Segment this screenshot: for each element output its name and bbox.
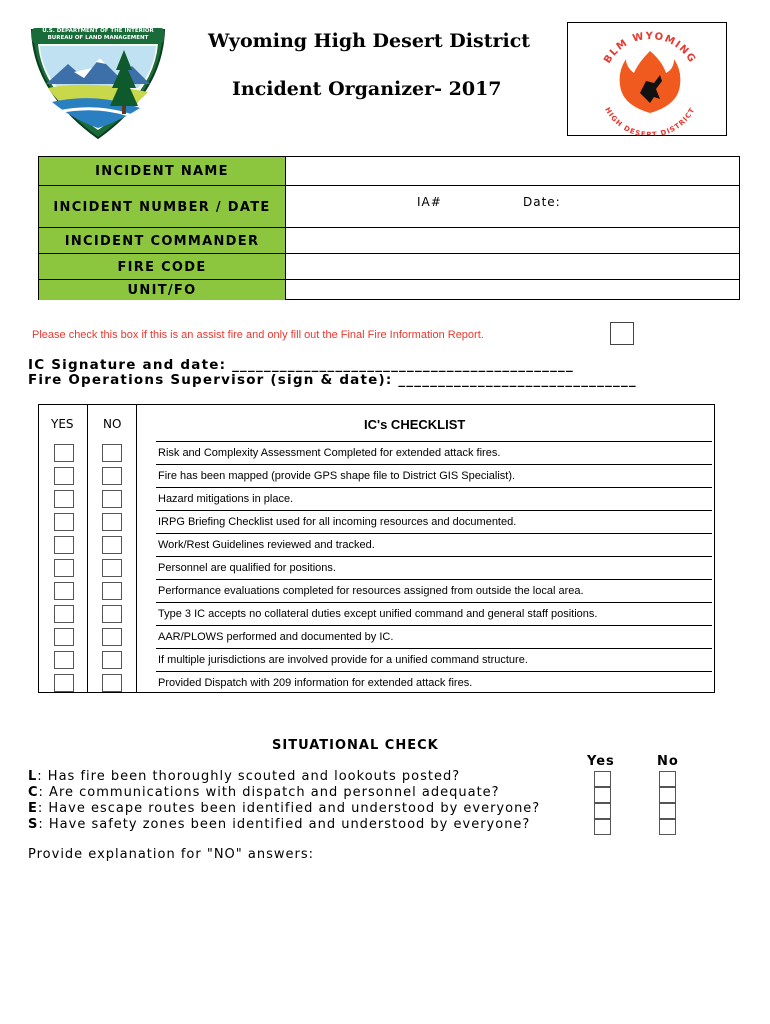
checklist-item-text: Fire has been mapped (provide GPS shape file to District GIS Specialist).: [158, 470, 516, 482]
situational-no-checkbox[interactable]: [659, 771, 676, 787]
situational-check-title: SITUATIONAL CHECK: [272, 738, 439, 753]
situational-yes-checkbox[interactable]: [594, 771, 611, 787]
situational-item: [28, 769, 460, 784]
situational-item-letter: C: [28, 785, 39, 800]
high-desert-logo: [567, 22, 727, 136]
checklist-title: IC's CHECKLIST: [364, 417, 466, 432]
checklist-yes-checkbox[interactable]: [54, 628, 74, 646]
situational-yes-header: Yes: [587, 754, 615, 769]
checklist-item: [156, 579, 712, 602]
situational-no-checkbox[interactable]: [659, 803, 676, 819]
incident-commander-row: [39, 227, 739, 254]
checklist-no-checkbox[interactable]: [102, 651, 122, 669]
checklist-item: [156, 533, 712, 556]
yes-column-header: YES: [51, 417, 74, 431]
situational-no-header: No: [657, 754, 679, 769]
checklist-yes-checkbox[interactable]: [54, 605, 74, 623]
checklist-yes-checkbox[interactable]: [54, 582, 74, 600]
ic-signature-line: IC Signature and date: ___________________________________________: [28, 357, 574, 373]
situational-item: [28, 801, 540, 816]
checklist-item: [156, 671, 712, 694]
checklist-item: [156, 556, 712, 579]
blm-logo-text: U.S. DEPARTMENT OF THE INTERIOR BUREAU OF LAND MANAGEMENT: [42, 28, 154, 41]
checklist-item: [156, 648, 712, 671]
hd-logo-bottom-text: HIGH DESERT DISTRICT: [603, 105, 697, 135]
checklist-item: [156, 602, 712, 625]
checklist-item-text: Type 3 IC accepts no collateral duties except unified command and general staff positions.: [158, 608, 598, 620]
incident-commander-label: INCIDENT COMMANDER: [39, 228, 286, 254]
checklist-item-text: IRPG Briefing Checklist used for all incoming resources and documented.: [158, 516, 517, 528]
checklist-no-checkbox[interactable]: [102, 674, 122, 692]
situational-item-text: : Has fire been thoroughly scouted and lookouts posted?: [37, 769, 461, 784]
checklist-item: [156, 464, 712, 487]
checklist-item: [156, 510, 712, 533]
date-label: Date:: [523, 195, 561, 209]
situational-item-letter: E: [28, 801, 38, 816]
checklist-no-checkbox[interactable]: [102, 628, 122, 646]
checklist-item-text: Provided Dispatch with 209 information for extended attack fires.: [158, 677, 473, 689]
checklist-item: [156, 487, 712, 510]
checklist-item-text: AAR/PLOWS performed and documented by IC.: [158, 631, 394, 643]
situational-item-letter: S: [28, 817, 39, 832]
checklist-yes-checkbox[interactable]: [54, 559, 74, 577]
checklist-item-text: Hazard mitigations in place.: [158, 493, 294, 505]
checklist-no-checkbox[interactable]: [102, 536, 122, 554]
checklist-no-checkbox[interactable]: [102, 559, 122, 577]
district-title: Wyoming High Desert District: [208, 30, 531, 52]
no-column-header: NO: [103, 417, 122, 431]
no-answer-explanation-label: Provide explanation for "NO" answers:: [28, 847, 315, 862]
situational-item-text: : Have safety zones been identified and understood by everyone?: [38, 817, 531, 832]
situational-yes-checkbox[interactable]: [594, 819, 611, 835]
incident-info-table: [38, 156, 740, 300]
fire-code-label: FIRE CODE: [39, 254, 286, 280]
checklist-yes-checkbox[interactable]: [54, 490, 74, 508]
checklist-item-text: Personnel are qualified for positions.: [158, 562, 336, 574]
situational-item: [28, 817, 530, 832]
situational-yes-checkbox[interactable]: [594, 787, 611, 803]
unit-fo-label: UNIT/FO: [39, 280, 286, 300]
incident-name-row: [39, 157, 739, 185]
hd-logo-top-text: BLM WYOMING: [602, 30, 698, 66]
checklist-item-text: Performance evaluations completed for resources assigned from outside the local area.: [158, 585, 584, 597]
checklist-no-checkbox[interactable]: [102, 582, 122, 600]
checklist-yes-checkbox[interactable]: [54, 513, 74, 531]
situational-item: [28, 785, 500, 800]
incident-number-label: INCIDENT NUMBER / DATE: [39, 186, 286, 228]
situational-item-text: : Have escape routes been identified and understood by everyone?: [37, 801, 541, 816]
checklist-yes-checkbox[interactable]: [54, 467, 74, 485]
checklist-no-checkbox[interactable]: [102, 513, 122, 531]
checklist-item-text: If multiple jurisdictions are involved provide for a unified command structure.: [158, 654, 528, 666]
form-subtitle: Incident Organizer- 2017: [232, 78, 502, 100]
situational-item-text: : Are communications with dispatch and personnel adequate?: [38, 785, 500, 800]
checklist-item: [156, 625, 712, 648]
checklist-yes-checkbox[interactable]: [54, 536, 74, 554]
checklist-yes-checkbox[interactable]: [54, 444, 74, 462]
ia-number-label: IA#: [417, 195, 442, 209]
blm-logo: [28, 22, 168, 140]
checklist-item: [156, 441, 712, 464]
checklist-no-checkbox[interactable]: [102, 490, 122, 508]
situational-no-checkbox[interactable]: [659, 819, 676, 835]
incident-number-row: [39, 185, 739, 228]
checklist-item-text: Work/Rest Guidelines reviewed and tracked.: [158, 539, 375, 551]
checklist-yes-checkbox[interactable]: [54, 651, 74, 669]
fire-code-row: [39, 253, 739, 280]
checklist-yes-checkbox[interactable]: [54, 674, 74, 692]
ic-checklist-table: [38, 404, 715, 693]
unit-fo-row: [39, 279, 739, 300]
assist-fire-notice: Please check this box if this is an assist fire and only fill out the Final Fire Information Report.: [32, 329, 484, 341]
checklist-no-checkbox[interactable]: [102, 444, 122, 462]
assist-fire-checkbox[interactable]: [610, 322, 634, 345]
checklist-item-text: Risk and Complexity Assessment Completed for extended attack fires.: [158, 447, 501, 459]
incident-name-label: INCIDENT NAME: [39, 157, 286, 185]
fos-signature-line: Fire Operations Supervisor (sign & date): ______________________________: [28, 372, 637, 388]
situational-yes-checkbox[interactable]: [594, 803, 611, 819]
checklist-no-checkbox[interactable]: [102, 467, 122, 485]
checklist-no-checkbox[interactable]: [102, 605, 122, 623]
situational-no-checkbox[interactable]: [659, 787, 676, 803]
situational-item-letter: L: [28, 769, 38, 784]
